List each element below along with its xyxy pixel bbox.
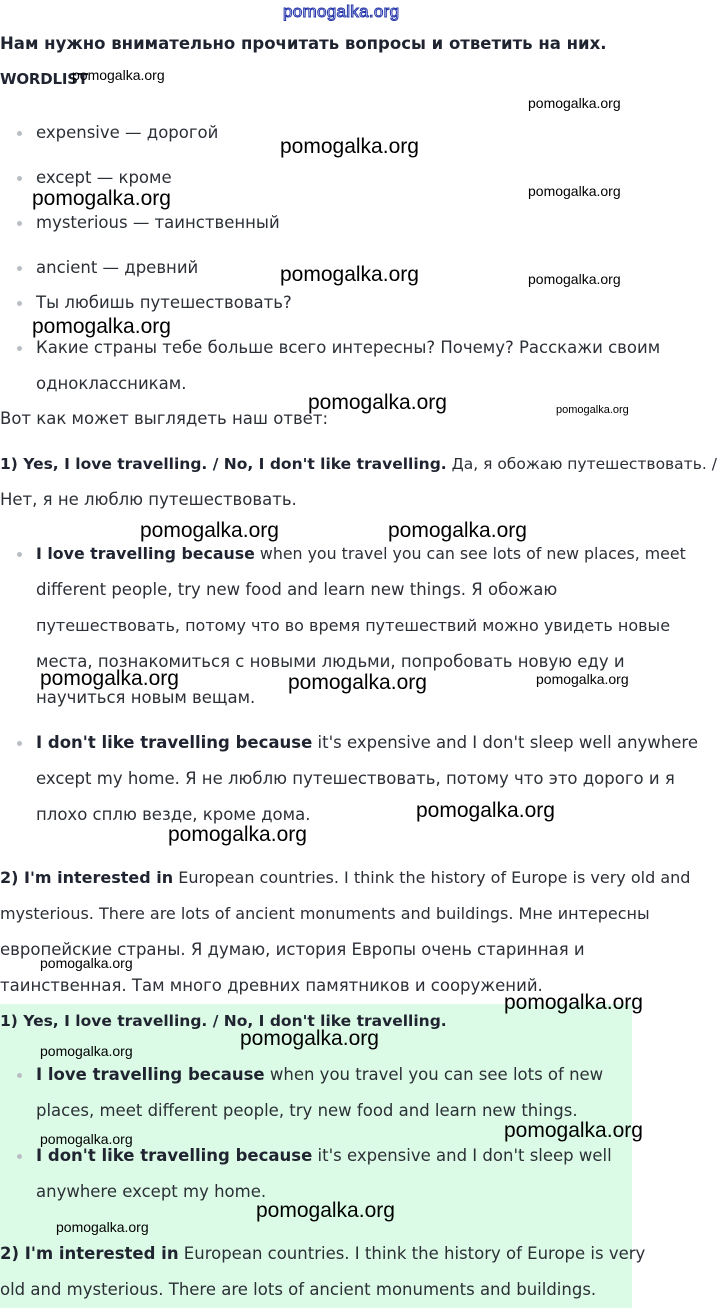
answer-1-bold: 1) Yes, I love travelling. / No, I don't like travelling. [0,455,447,473]
watermark: pomogalka.org [280,263,419,286]
watermark: pomogalka.org [40,667,179,690]
list-item: expensive — дорогой [36,123,219,142]
love-line-3: путешествовать, потому что во время путешествий можно увидеть новые [36,616,671,635]
watermark: pomogalka.org [56,1219,149,1235]
watermark: pomogalka.org [504,991,643,1014]
answer-2-line-4: таинственная. Там много древних памятников и сооружений. [0,976,543,995]
bullet-icon [17,301,22,306]
watermark: pomogalka.org [536,671,629,687]
dislike-line-1 [36,734,698,752]
summary-answer-1: 1) Yes, I love travelling. / No, I don't like travelling. [0,1012,447,1030]
watermark: pomogalka.org [528,183,621,199]
dislike-bold: I don't like travelling because [36,733,313,752]
watermark: pomogalka.org [140,519,279,542]
love-rest: when you travel you can see lots of new places, meet [254,544,686,563]
answer-2-rest: European countries. I think the history of Europe is very old and [173,868,691,887]
page-title: Нам нужно внимательно прочитать вопросы и ответить на них. [0,34,607,53]
bullet-icon [17,346,22,351]
watermark: pomogalka.org [240,1027,379,1050]
list-item: Какие страны тебе больше всего интересны? Почему? Расскажи своим [36,338,661,357]
bullet-icon [17,1073,22,1078]
bullet-icon [17,552,22,557]
list-item: mysterious — таинственный [36,213,280,232]
dislike-rest: it's expensive and I don't sleep well anywhere [312,733,698,752]
love-line-5: научиться новым вещам. [36,688,256,707]
bullet-icon [17,176,22,181]
bullet-icon [17,741,22,746]
watermark: pomogalka.org [556,404,629,416]
watermark: pomogalka.org [288,671,427,694]
bullet-icon [17,266,22,271]
summary-answer-2-line-1 [0,1245,645,1263]
list-item: ancient — древний [36,258,199,277]
summary-love-rest: when you travel you can see lots of new [264,1065,604,1084]
list-item: Ты любишь путешествовать? [36,293,292,312]
intro-text: Вот как может выглядеть наш ответ: [0,409,329,428]
watermark: pomogalka.org [40,955,133,971]
answer-2-bold: 2) I'm interested in [0,868,174,887]
watermark: pomogalka.org [308,391,447,414]
summary-dislike-rest: it's expensive and I don't sleep well [312,1146,612,1165]
dislike-line-2: except my home. Я не люблю путешествовать, потому что это дорого и я [36,769,675,788]
bullet-icon [17,1154,22,1159]
watermark: pomogalka.org [40,1043,133,1059]
watermark-header: pomogalka.org [283,2,400,21]
love-line-1 [36,545,686,563]
watermark: pomogalka.org [256,1199,395,1222]
love-line-2: different people, try new food and learn new things. Я обожаю [36,580,558,599]
summary-answer-2-rest: European countries. I think the history of Europe is very [178,1244,646,1263]
watermark: pomogalka.org [72,67,165,83]
answer-2-line-2: mysterious. There are lots of ancient monuments and buildings. Мне интересны [0,904,650,923]
watermark: pomogalka.org [168,823,307,846]
list-item: except — кроме [36,168,172,187]
summary-love-bold: I love travelling because [36,1065,265,1084]
wordlist-title: WORDLIST [0,70,88,88]
love-bold: I love travelling because [36,544,255,563]
answer-2-line-3: европейские страны. Я думаю, история Европы очень старинная и [0,940,585,959]
list-item-continued: одноклассникам. [36,374,187,393]
watermark: pomogalka.org [32,315,171,338]
watermark: pomogalka.org [280,135,419,158]
answer-1-line-1 [0,455,717,473]
summary-answer-2-line-2: old and mysterious. There are lots of ancient monuments and buildings. [0,1280,597,1299]
summary-answer-2-bold: 2) I'm interested in [0,1244,179,1263]
dislike-line-3: плохо сплю везде, кроме дома. [36,805,311,824]
love-line-4: места, познакомиться с новыми людьми, попробовать новую еду и [36,652,625,671]
watermark: pomogalka.org [528,271,621,287]
watermark: pomogalka.org [32,187,171,210]
answer-2-line-1 [0,869,690,887]
watermark: pomogalka.org [504,1119,643,1142]
summary-love-line-2: places, meet different people, try new food and learn new things. [36,1101,578,1120]
summary-dislike-line-1 [36,1147,612,1165]
summary-love-line-1 [36,1066,603,1084]
summary-dislike-line-2: anywhere except my home. [36,1182,267,1201]
answer-1-rest: Да, я обожаю путешествовать. / [446,455,717,473]
answer-1-line-2: Нет, я не люблю путешествовать. [0,490,297,509]
bullet-icon [17,131,22,136]
watermark: pomogalka.org [528,95,621,111]
summary-dislike-bold: I don't like travelling because [36,1146,313,1165]
watermark: pomogalka.org [388,519,527,542]
watermark: pomogalka.org [416,799,555,822]
bullet-icon [17,221,22,226]
watermark: pomogalka.org [40,1131,133,1147]
